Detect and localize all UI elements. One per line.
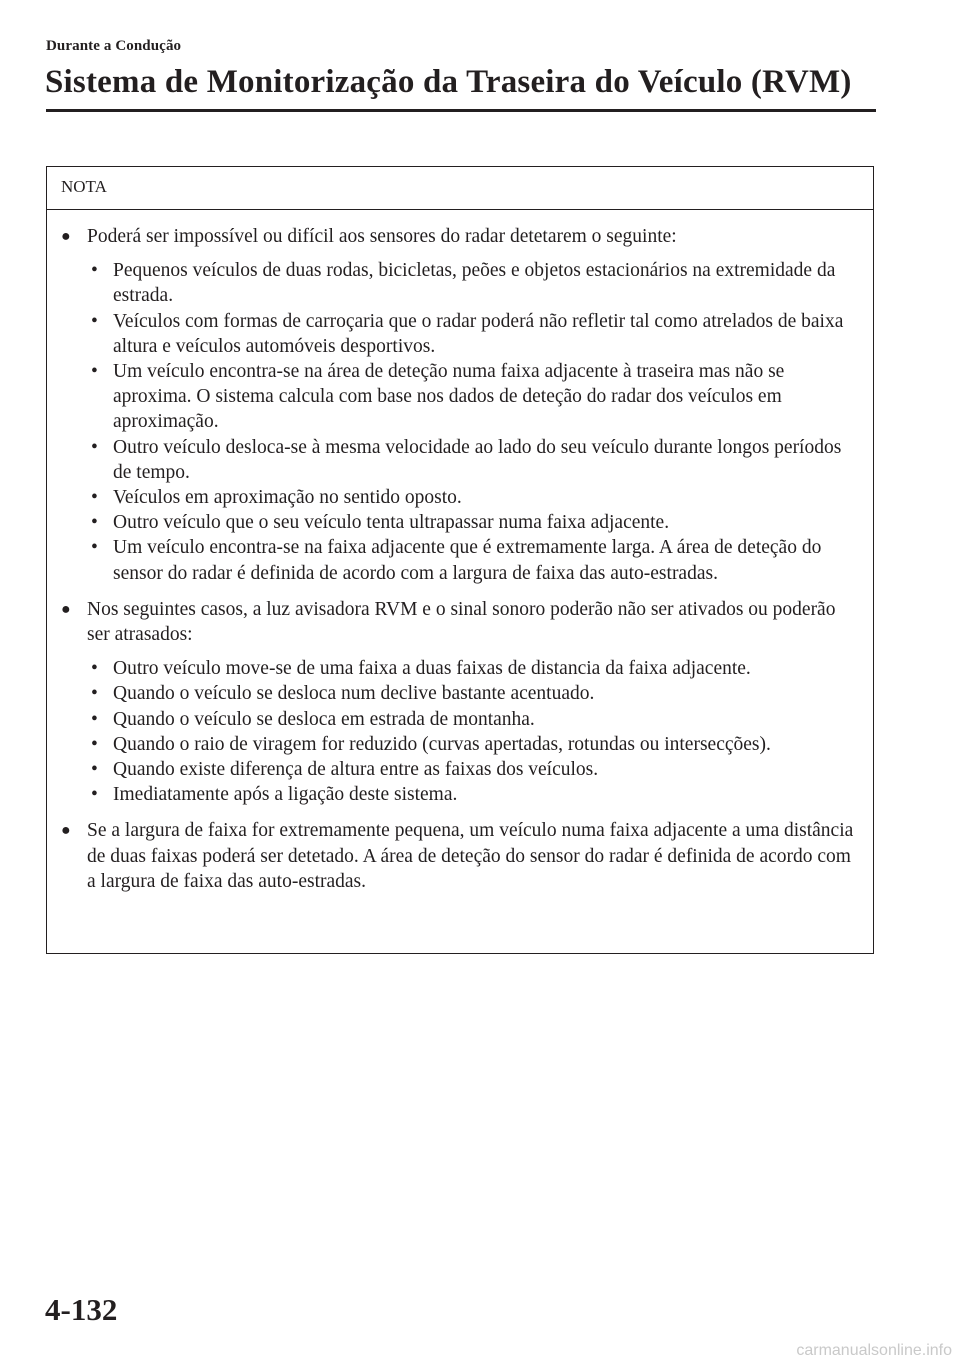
list-item-text: Imediatamente após a ligação deste sistema. [113,784,458,806]
note-box [46,166,874,954]
list-item-text: Quando existe diferença de altura entre as faixas dos veículos. [113,759,599,781]
sub-list [87,656,863,807]
bullet-icon: • [91,683,98,705]
note-point [61,224,863,586]
list-item-text: Quando o veículo se desloca em estrada de montanha. [113,708,535,730]
list-item [87,732,863,757]
section-label: Durante a Condução [46,38,182,54]
watermark: carmanualsonline.info [796,1342,952,1359]
list-item [87,309,863,359]
list-item [87,757,863,782]
point-text: Poderá ser impossível ou difícil aos sensores do radar detetarem o seguinte: [87,226,677,247]
point-text: Nos seguintes casos, a luz avisadora RVM e o sinal sonoro poderão não ser ativados ou poderão ser atrasados: [87,598,836,646]
bullet-icon: • [91,310,98,332]
list-item [87,258,863,308]
note-point [61,597,863,808]
point-bullet-icon: ● [61,822,71,840]
bullet-icon: • [91,512,98,534]
bullet-icon: • [91,436,98,458]
list-item-text: Quando o raio de viragem for reduzido (curvas apertadas, rotundas ou intersecções). [113,733,771,755]
bullet-icon: • [91,784,98,806]
bullet-icon: • [91,361,98,383]
bullet-icon: • [91,260,98,282]
list-item [87,485,863,510]
list-item [87,435,863,485]
bullet-icon: • [91,658,98,680]
note-point [61,818,863,894]
bullet-icon: • [91,537,98,559]
point-bullet-icon: ● [61,600,71,618]
list-item-text: Veículos com formas de carroçaria que o radar poderá não refletir tal como atrelados de baixa altura e veículos automóveis desportivos. [113,310,844,357]
list-item [87,707,863,732]
bullet-icon: • [91,733,98,755]
note-heading: NOTA [47,167,873,210]
sub-list [87,258,863,586]
title-rule [46,109,876,112]
point-bullet-icon: ● [61,228,71,245]
list-item-text: Outro veículo que o seu veículo tenta ultrapassar numa faixa adjacente. [113,512,670,534]
list-item-text: Veículos em aproximação no sentido oposto. [113,487,462,509]
list-item [87,510,863,535]
list-item-text: Outro veículo desloca-se à mesma velocidade ao lado do seu veículo durante longos períodos de tempo. [113,436,842,483]
bullet-icon: • [91,708,98,730]
page-title: Sistema de Monitorização da Traseira do Veículo (RVM) [45,64,852,100]
list-item [87,681,863,706]
list-item [87,535,863,585]
list-item-text: Quando o veículo se desloca num declive bastante acentuado. [113,683,595,705]
list-item [87,359,863,435]
list-item-text: Pequenos veículos de duas rodas, bicicletas, peões e objetos estacionários na extremidade da estrada. [113,260,836,307]
list-item-text: Um veículo encontra-se na faixa adjacente que é extremamente larga. A área de deteção do sensor do radar é definida de acordo com a largura de faixa das auto-estradas. [113,537,822,584]
list-item [87,656,863,681]
list-item-text: Outro veículo move-se de uma faixa a duas faixas de distancia da faixa adjacente. [113,658,751,680]
bullet-icon: • [91,487,98,509]
list-item [87,782,863,807]
note-body [47,210,873,894]
page-number: 4-132 [45,1292,118,1327]
list-item-text: Um veículo encontra-se na área de deteção numa faixa adjacente à traseira mas não se aproxima. O sistema calcula com base nos dados de deteção do radar dos veículos em aproximação. [113,361,785,433]
point-text: Se a largura de faixa for extremamente pequena, um veículo numa faixa adjacente a uma distância de duas faixas poderá ser detetado. A área de deteção do sensor do radar é definida de acordo com a largura de faixa das auto-estradas. [87,820,854,892]
bullet-icon: • [91,759,98,781]
